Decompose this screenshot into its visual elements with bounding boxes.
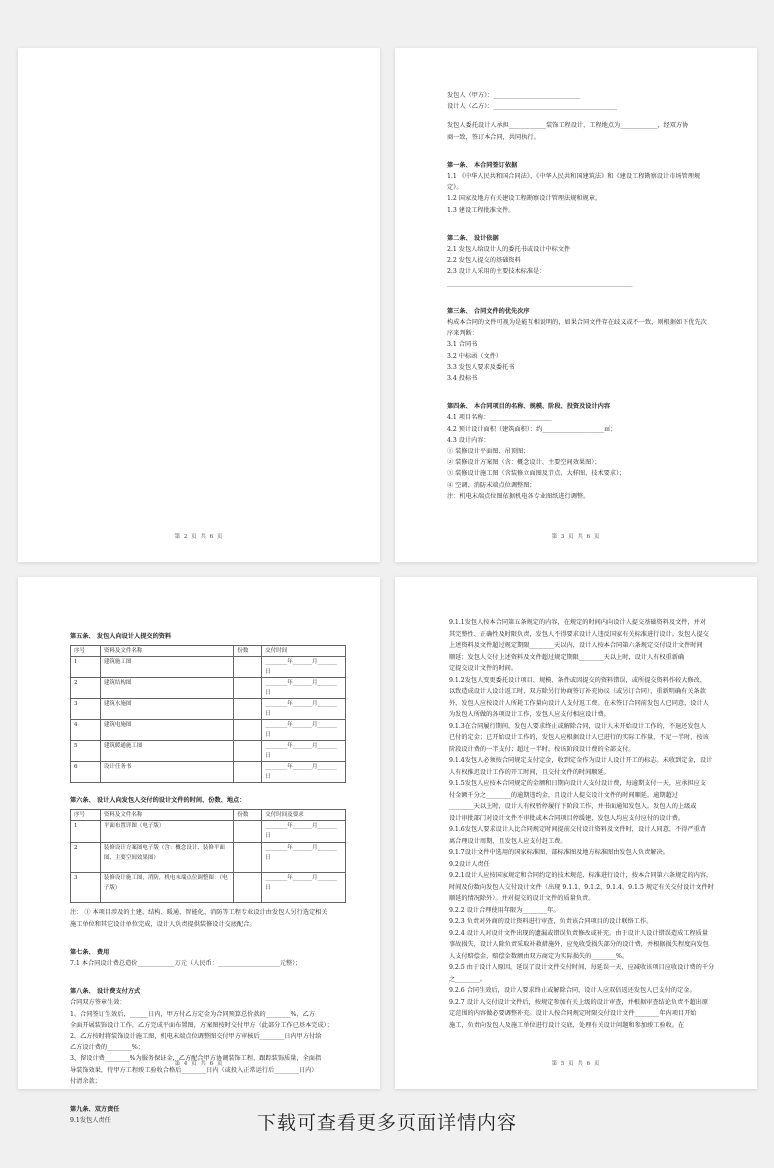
text-line: 9.1.3在合同履行期间，发包人要求终止或解除合同，设计人未开始设计工作的，不退还发包人 — [449, 722, 707, 730]
text-line: 设计人（乙方）：________________________________________ — [447, 103, 618, 111]
text-line: 人有权推迟设计工作的开工时间，且交付文件的时间顺延。 — [449, 768, 610, 776]
spacer — [447, 384, 727, 392]
table-client-materials — [70, 645, 346, 783]
text-line: 9.2.4 设计人对设计文件出现的遗漏或错误负责修改或补充。由于设计人设计错误造成工程质量 — [449, 929, 709, 937]
page-content — [449, 617, 733, 1031]
text-line: 3.1 合同书 — [447, 341, 478, 349]
text-line: 3.2 中标函（文件） — [447, 352, 503, 360]
text-line: 全面开展装饰设计工作，乙方完成平面布置图，方案图按时交付甲方（此部分工作已基本完成）； — [70, 1021, 333, 1029]
text-line: 之________。 — [449, 975, 487, 983]
table-cell — [234, 720, 262, 741]
spacer — [70, 969, 350, 977]
text-line: 9.2.5 由于设计人原因，延误了设计文件交付时间，每延误一天，应减收该项目应收设计费的千分 — [449, 964, 715, 971]
text-line: 时间及份数向发包人交付设计文件（出现 9.1.1、9.1.2、9.1.4、9.1.5 规定有关交付设计文件时 — [449, 883, 714, 891]
text-line: 以致造成设计人设计返工时，双方除另行协商签订补充协议（或另订合同），重新明确有关条款 — [449, 688, 706, 695]
text-line: 注：机电末端点位图依据机电各专业图纸进行调整。 — [447, 492, 590, 500]
text-line: 3、留设计费________%为服务保证金，乙方配合甲方协调装饰工程，跟踪装饰质量，全面指 — [70, 1055, 322, 1063]
text-line: 9.2设计人责任 — [449, 860, 490, 868]
text-line: 4.2 预计设计面积（建筑面积）：约____________________㎡； — [447, 425, 617, 433]
table-row — [71, 699, 346, 720]
page-footer: 第 2 页 共 6 页 — [174, 534, 224, 540]
text-line: 设计审批部门对设计文件不审批或本合同项目停缓建，发包人均应支付应付的设计费。 — [449, 814, 685, 822]
text-line: 上述资料及文件超过规定期限________天以内，设计人按本合同第六条规定交付设计文件时间 — [449, 642, 703, 649]
text-line: 付金额千分之________的逾期违约金，且设计人提交设计文件的时间顺延。逾期超过 — [449, 791, 678, 799]
text-line: 9.2.2 设计合理使用年限为________年。 — [449, 906, 560, 914]
text-line: 付清余款； — [70, 1077, 101, 1085]
table-cell: 装修设计施工图，消防，机电末端点位调整图：（电子版） — [100, 873, 233, 903]
page-content — [447, 90, 727, 502]
table-header-cell: 序号 — [71, 646, 101, 657]
table-cell: 6 — [71, 762, 101, 783]
table-row — [71, 762, 346, 783]
text-line: ① 装修设计平面图、吊顶图； — [447, 448, 530, 456]
page-4 — [18, 577, 380, 1125]
text-line: 已付的定金；已开始设计工作的，发包人应根据设计人已进行的实际工作量，不足一半时，按该 — [449, 734, 709, 741]
text-line: 9.2.7 设计人交付设计文件后，按规定参加有关上级的设计审查，并根据审查结论负责不超出原 — [449, 998, 709, 1006]
spacer — [70, 930, 350, 938]
text-line: 7.1 本合同设计费总造价____________万元（人民币：____________________元整）； — [70, 960, 302, 968]
table-cell: ________年_______月_______日 — [262, 741, 346, 762]
page-footer: 第 3 页 共 6 页 — [551, 534, 601, 540]
table-cell — [234, 762, 262, 783]
text-line: 外，发包人应按设计人所耗工作量向设计人支付返工费。在未签订合同前发包人已同意，设计人 — [449, 699, 709, 707]
page-2 — [18, 48, 380, 562]
text-line: 9.1.4发包人必须按合同规定支付定金，收到定金作为设计人设计开工的标志。未收到定金，设计 — [449, 757, 713, 764]
table-cell — [234, 657, 262, 678]
text-line: 为发包人所做的各项设计工作，发包人应支付相应设计费。 — [449, 711, 610, 718]
table-cell — [234, 699, 262, 720]
text-line: 序来判断： — [447, 330, 478, 338]
table-cell: 2 — [71, 678, 101, 699]
table-cell: ________年_______月_______日 — [262, 657, 346, 678]
table-cell — [234, 843, 262, 873]
text-line: 1、合同签订生效后，______日内，甲方付乙方定金为合同预算总价款的________%，乙方 — [70, 1010, 315, 1018]
table-cell: 建筑施工图 — [100, 657, 233, 678]
table-cell: 平面布置详图（电子版） — [100, 821, 233, 843]
table-cell: ________年_______月_______日 — [262, 843, 346, 873]
section-title: 第六条、 设计人向发包人交付的设计文件的时间、份数、地点： — [70, 797, 246, 805]
page-content — [70, 617, 350, 1126]
text-line: 3.3 发包人要求及委托书 — [447, 363, 515, 371]
table-row — [71, 873, 346, 903]
page-5 — [395, 577, 757, 1089]
table-header-cell: 份数 — [234, 810, 262, 821]
text-line: 2.2 发包人提交的基础资料 — [447, 257, 521, 265]
text-line: 9.1.2发包人变更委托设计项目、规模、条件或因提交的资料错误，或所提交资料作较大修改， — [449, 676, 707, 684]
table-cell — [234, 678, 262, 699]
table-cell: 建筑暖通施工图 — [100, 741, 233, 762]
table-cell — [234, 873, 262, 903]
table-cell — [234, 741, 262, 762]
text-line: 商一致，签订本合同，共同执行。 — [447, 133, 540, 141]
spacer — [447, 289, 727, 297]
spacer — [70, 1087, 350, 1095]
text-line: 导装饰效果，待甲方工程竣工验收合格后________日内（或投入正常运行后________日内） — [70, 1066, 318, 1074]
table-cell: ________年_______月_______日 — [262, 720, 346, 741]
text-line: 2.1 发包人给设计人的委托书或设计中标文件 — [447, 246, 571, 254]
section-title: 第五条、 发包人向设计人提交的资料 — [70, 633, 172, 640]
table-row — [71, 821, 346, 843]
text-line: 1.3 建设工程批准文件。 — [447, 206, 515, 214]
text-line: 发包人（甲方）：____________________________ — [447, 92, 581, 99]
text-line: 9.1.5发包人应按本合同规定的金额和日期向设计人支付设计费，每逾期支付一天，应承担应支 — [449, 780, 707, 787]
section-title: 第二条、 设计依据 — [447, 234, 499, 242]
table-header-cell: 份数 — [234, 646, 262, 657]
section-title: 第九条、双方责任 — [70, 1106, 120, 1114]
table-cell: 1 — [71, 657, 101, 678]
table-cell: ________年_______月_______日 — [262, 699, 346, 720]
text-line: 定范围的内容做必要调整补充。设计人按合同规定时限交付设计文件________年内项目开始 — [449, 1010, 697, 1017]
text-line: 9.2.6 合同生效后，设计人要求终止或解除合同，设计人应双倍返还发包人已支付的定金。 — [449, 987, 696, 994]
table-cell: 建筑水施图 — [100, 699, 233, 720]
text-line: ____________________________________________________________ — [447, 279, 633, 287]
section-title: 第四条、 本合同项目的名称、规模、阶段、投资及设计内容 — [447, 403, 611, 411]
text-line: 3.4 投标书 — [447, 375, 478, 383]
section-title: 第八条、 设计费支付方式 — [70, 988, 141, 996]
text-line: 事故损失，设计人除负责采取补救措施外，应免收受损失部分的设计费，并根据损失程度向发包 — [449, 941, 709, 948]
text-line: 乙方设计费的________%； — [70, 1044, 144, 1052]
text-line: ② 装修设计方案图（含：概念设计、主要空间效果图）； — [447, 459, 601, 467]
text-line: ④ 空调、消防末端点位调整图； — [447, 481, 536, 489]
table-header-row — [71, 810, 346, 821]
table-cell: 4 — [71, 720, 101, 741]
text-line: 构成本合同的文件可视为是能互相说明的，如果合同文件存在歧义或不一致，则根据如下优先次 — [447, 319, 707, 327]
section-title: 第七条、 费用 — [70, 948, 110, 956]
table-header-cell: 序号 — [71, 810, 101, 821]
page-3 — [395, 48, 757, 562]
text-line: 9.2.3 负责对外商的设计资料进行审查，负责该合同项目的设计联络工作。 — [449, 918, 653, 925]
download-caption: 下载可查看更多页面详情内容 — [256, 1112, 517, 1134]
text-line: 4.3 设计内容： — [447, 436, 490, 444]
table-row — [71, 720, 346, 741]
text-line: 1.2 国家及地方有关建设工程勘察设计管理法规和规章。 — [447, 195, 602, 203]
table-row — [71, 741, 346, 762]
table-cell: 3 — [71, 699, 101, 720]
text-line: 9.1.7设计文件中选用的国家标准图、部标准图及地方标准图由发包人负责解决。 — [449, 849, 669, 856]
table-cell: 建筑结构图 — [100, 678, 233, 699]
table-cell: 建筑电施图 — [100, 720, 233, 741]
table-designer-deliverables — [70, 809, 346, 903]
text-line: 施工，负责向发包人及施工单位进行设计交底，处理有关设计问题和参加竣工验收。在 — [449, 1021, 685, 1029]
text-line: ③ 装修设计施工图（含装修立面图及节点、大样图、技术要求）； — [447, 470, 626, 478]
text-line: 9.1.1发包人按本合同第五条规定的内容，在规定的时间内向设计人提交基础资料及文件，并对 — [449, 619, 707, 626]
text-line: 注： ① 本项目涉及的土建、结构、暖通、智能化、消防等工程专业设计由发包人另行选定相关 — [70, 909, 328, 917]
text-line: 2.3 设计人采用的主要技术标准是： — [447, 268, 546, 276]
text-line: 9.1.6发包人要求设计人比合同规定时间提前交付设计资料及文件时，设计人同意，不得严重背 — [449, 826, 707, 833]
table-cell: 2 — [71, 843, 101, 873]
text-line: 4.1 项目名称：____________________ — [447, 414, 552, 422]
text-line: 9.1发包人责任 — [70, 1117, 111, 1125]
text-line: 施工单位和其它设计单位完成，设计人负责提供装修设计交底配合。 — [70, 920, 256, 928]
table-cell: 装修设计方案图电子版（含：概念设计、装修平面图、主要空间效果图） — [100, 843, 233, 873]
table-header-row — [71, 646, 346, 657]
table-cell: ________年_______月_______日 — [262, 678, 346, 699]
text-line: 定》。 — [447, 184, 463, 192]
page-footer: 第 5 页 共 6 页 — [551, 1061, 601, 1067]
table-header-cell: 交付时间及要求 — [262, 810, 346, 821]
text-line: 人支付赔偿金，赔偿金数额由双方商定为实际损失的________%。 — [449, 952, 629, 960]
spacer — [447, 143, 727, 151]
table-header-cell: 资料及文件名称 — [100, 810, 233, 821]
text-line: 顺延的情况除外）。并对提交的设计文件的质量负责。 — [449, 895, 595, 902]
table-row — [71, 657, 346, 678]
text-line: ________天以上时，设计人有权暂停履行下阶段工作，并书面通知发包人。发包人的上级或 — [449, 803, 697, 810]
text-line: 顺延；发包人交付上述资料及文件超过规定期限________天以上时，设计人有权重新确 — [449, 653, 685, 661]
table-header-cell: 交付时间 — [262, 646, 346, 657]
section-title: 第三条、 合同文件的优先次序 — [447, 307, 530, 315]
table-header-cell: 资料及文件名称 — [100, 646, 233, 657]
table-cell: 设计任务书 — [100, 762, 233, 783]
table-cell: 1 — [71, 821, 101, 843]
text-line: 定提交设计文件的时间。 — [449, 665, 518, 672]
spacer — [447, 216, 727, 224]
spacer — [447, 112, 727, 120]
text-line: 合同双方签章生效： — [70, 999, 126, 1007]
text-block — [70, 907, 350, 1126]
table-cell: ________年_______月_______日 — [262, 762, 346, 783]
table-cell: 5 — [71, 741, 101, 762]
text-line: 2、乙方按时将装饰设计施工图，机电末端点位调整图交付甲方审核后________日内甲方付给 — [70, 1033, 322, 1041]
section-title: 第一条、 本合同签订依据 — [447, 161, 518, 169]
text-line: 发包人委托设计人承担____________装饰工程设计，工程地点为____________，经双方协 — [447, 122, 689, 130]
text-line: 9.2.1设计人应按国家规定和合同约定的技术规范、标准进行设计，按本合同第六条规定的内容， — [449, 872, 713, 879]
text-line: 阶段设计费的一半支付；超过一半时，按该阶段设计费的全部支付。 — [449, 745, 635, 753]
text-line: 离合理设计周期，且发包人应支付赶工费。 — [449, 837, 567, 845]
text-line: 1.1 《中华人民共和国合同法》、《中华人民共和国建筑法》和《建设工程勘察设计市场管理规 — [447, 173, 701, 181]
page-footer: 第 4 页 共 6 页 — [174, 1061, 224, 1067]
table-cell: 3 — [71, 873, 101, 903]
table-cell — [234, 821, 262, 843]
table-row — [71, 843, 346, 873]
table-row — [71, 678, 346, 699]
table-cell: ________年_______月_______日 — [262, 821, 346, 843]
text-line: 其完整性、正确性及时限负责，发包人不得要求设计人违反国家有关标准进行设计。发包人提交 — [449, 630, 709, 638]
table-cell: ________年_______月_______日 — [262, 873, 346, 903]
